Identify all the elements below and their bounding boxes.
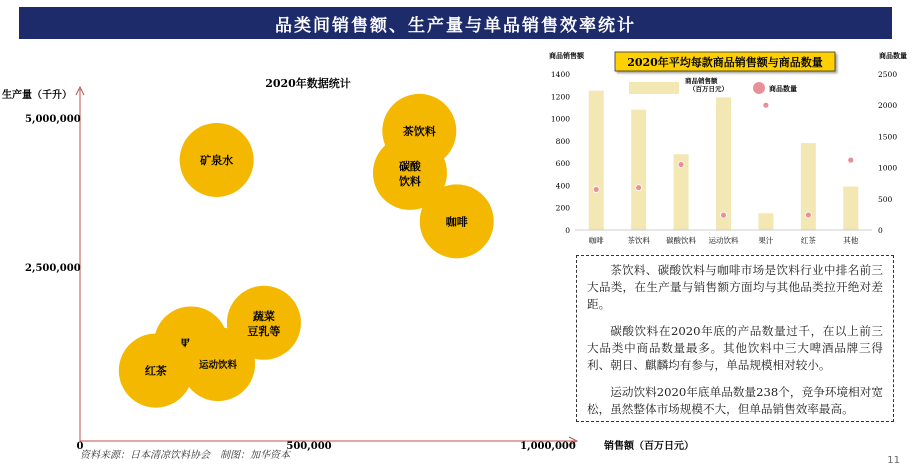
left-tick-label: 1200 [550,92,570,102]
legend-marker-count [753,82,765,94]
left-tick-label: 1000 [550,114,570,124]
left-tick-label: 0 [565,226,570,235]
count-point [678,161,684,167]
x-axis-title: 销售额（百万日元） [604,441,694,452]
legend-label-bar: 商品销售额 （百万日元） [685,77,728,93]
bubble-label: 蔬菜豆乳等 [247,309,281,338]
left-tick-label: 400 [555,181,570,191]
note-paragraph: 碳酸饮料在2020年底的产品数量过千，在以上前三大品类中商品数量最多。其他饮料中三大啤酒品牌三得利、朝日、麒麟均有参与，单品规模相对较小。 [587,324,883,372]
scatter-title: 2020年数据统计 [265,77,351,90]
category-label: 果汁 [758,236,774,245]
x-tick-label: 1,000,000 [520,441,576,452]
scatter-chart [0,45,694,460]
bubble-label: 红茶 [144,364,167,378]
y-axis-title: 生产量（千升） [2,90,72,101]
right-tick-label: 2000 [878,101,898,111]
left-tick-label: 200 [555,203,570,213]
count-point [721,212,727,218]
legend-swatch-bar [629,82,679,94]
right-axis-title: 商品数量 [879,51,907,60]
bar [758,213,773,230]
count-point [848,157,854,163]
category-label: 红茶 [800,236,816,245]
x-tick-label: 0 [76,441,84,452]
right-tick-label: 1000 [878,163,898,173]
category-label: 茶饮料 [627,236,650,245]
notes-box [576,255,894,422]
bar [631,110,646,230]
count-point [636,185,642,191]
bar-combo-chart [527,45,914,250]
x-tick-label: 500,000 [286,441,332,452]
bubble-label: 碳酸饮料 [398,159,421,188]
bubble-label: 运动饮料 [199,360,238,372]
bubble-label: 矿泉水 [200,153,234,167]
note-paragraph: 茶饮料、碳酸饮料与咖啡市场是饮料行业中排名前三大品类，在生产量与销售额方面均与其他品类拉开绝对差距。 [587,263,883,311]
category-label: 咖啡 [588,236,604,245]
left-tick-label: 600 [555,159,570,169]
y-tick-label: 5,000,000 [25,114,81,125]
combo-title: 2020年平均每款商品销售额与商品数量 [627,56,823,69]
source-note: 资料来源：日本清凉饮料协会 制图：加华资本 [80,450,290,461]
category-label: 其他 [843,236,859,245]
category-label: 运动饮料 [708,236,739,245]
count-point [593,186,599,192]
count-point [805,212,811,218]
bubble-label: 茶饮料 [402,124,436,138]
bar [716,97,731,230]
left-tick-label: 800 [555,136,570,146]
bar [589,91,604,230]
legend-label-count: 商品数量 [769,84,797,93]
count-point [763,102,769,108]
right-tick-label: 2500 [878,70,898,79]
y-tick-label: 2,500,000 [25,263,81,274]
page-number: 11 [887,455,900,466]
left-axis-title: 商品销售额 [549,51,584,60]
left-tick-label: 1400 [550,70,570,79]
right-tick-label: 1500 [878,132,898,142]
legend [629,76,797,94]
page-title: 品类间销售额、生产量与单品销售效率统计 [19,7,892,39]
bar [843,187,858,230]
note-paragraph: 运动饮料2020年底单品数量238个，竞争环境相对宽松，虽然整体市场规模不大，但单品销售效率最高。 [587,385,883,416]
bubble-label: 咖啡 [445,215,468,229]
right-tick-label: 500 [878,194,893,204]
right-tick-label: 0 [878,226,883,235]
category-label: 碳酸饮料 [666,236,697,245]
